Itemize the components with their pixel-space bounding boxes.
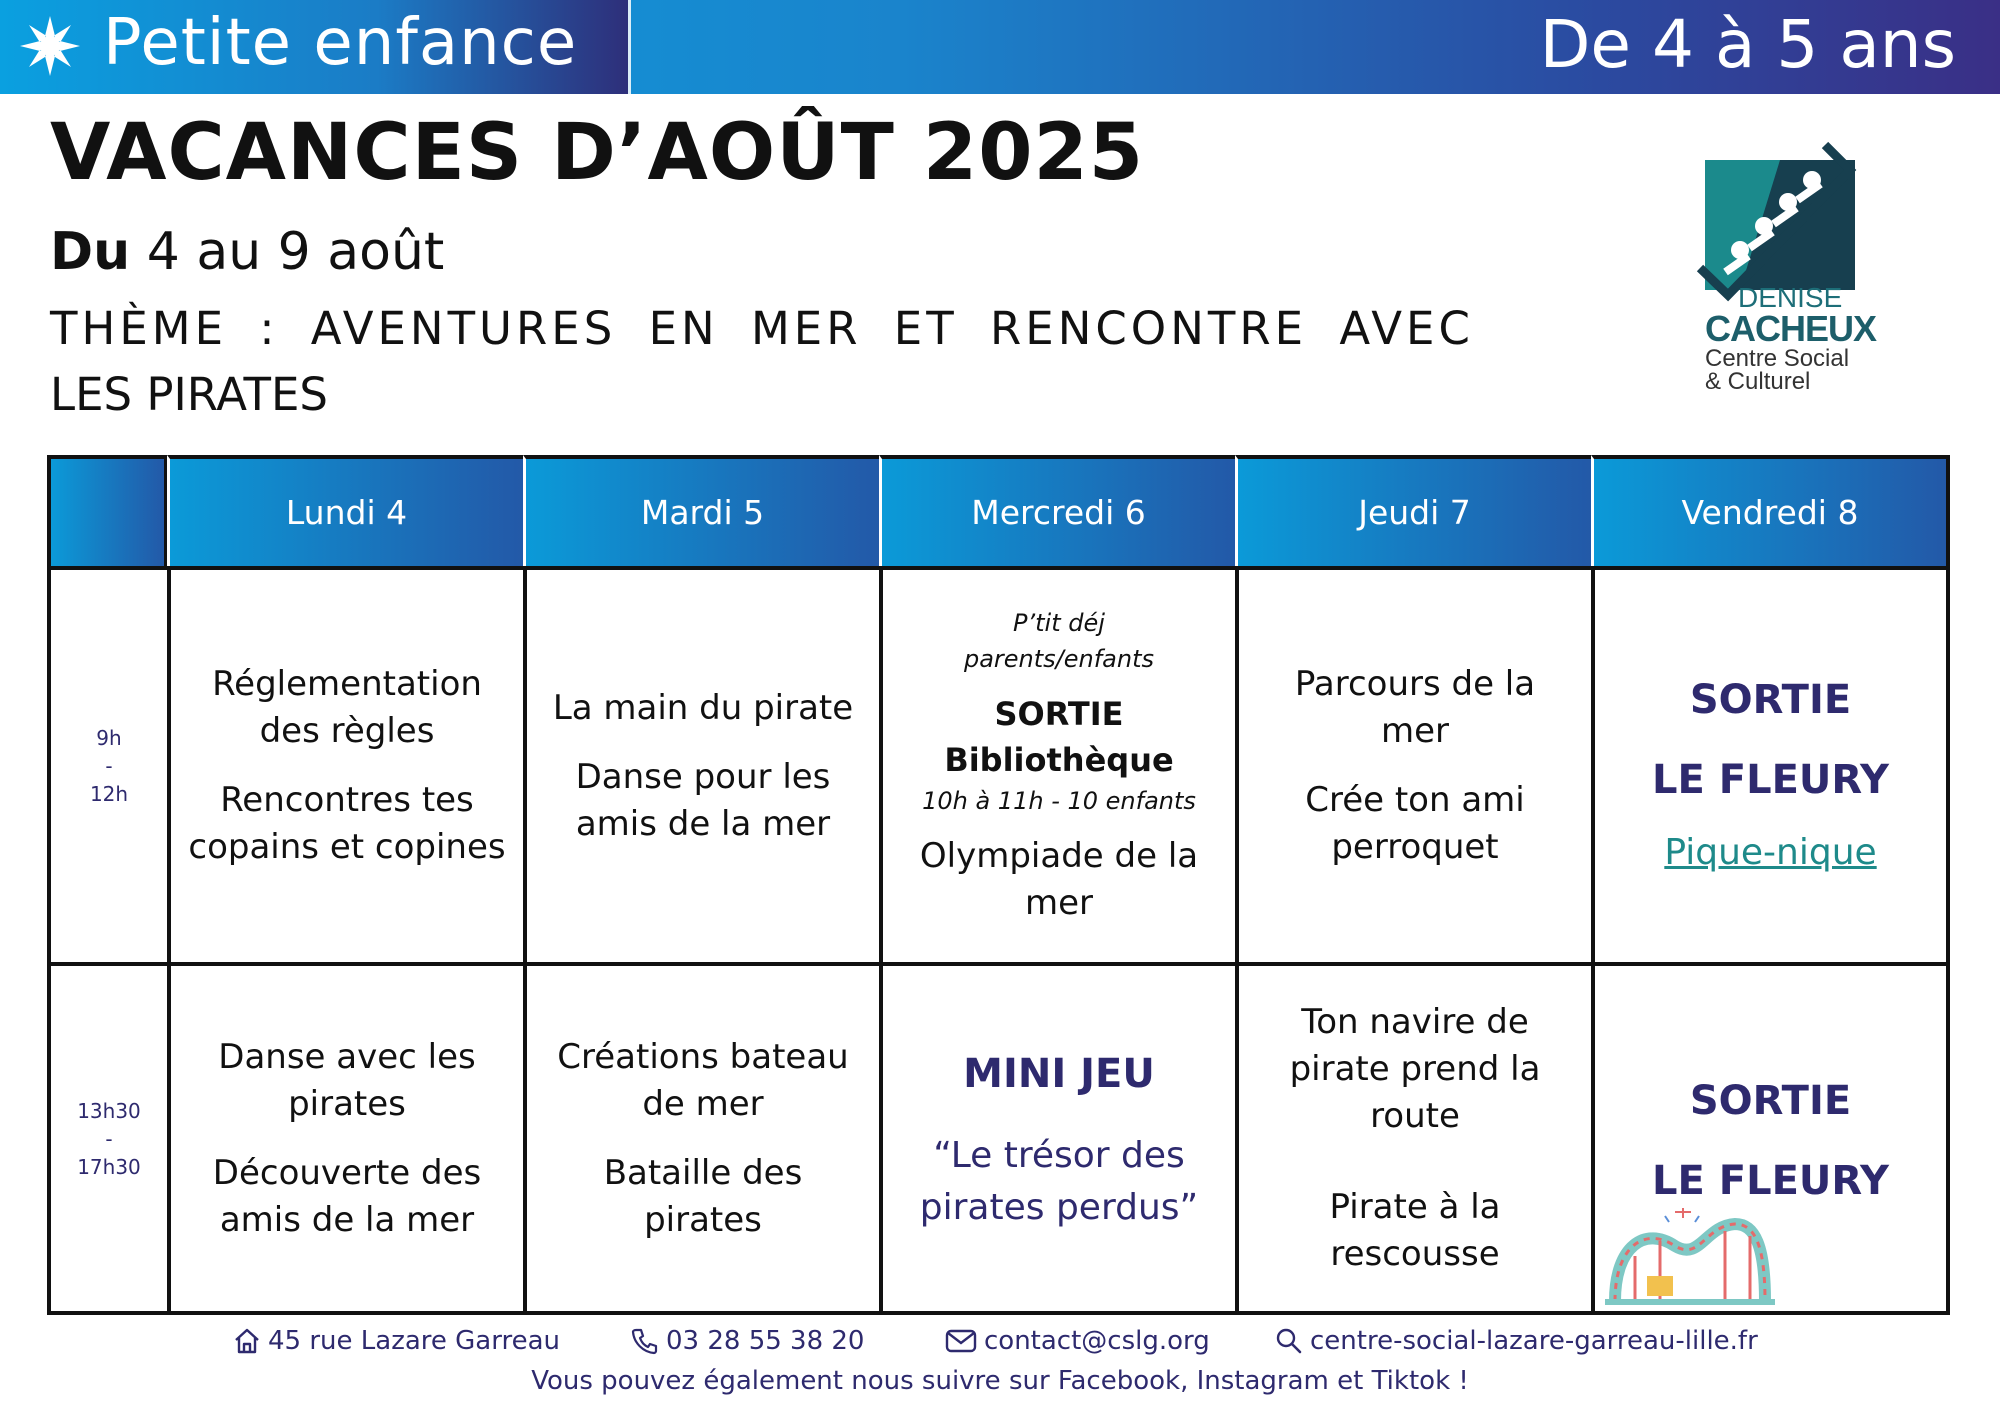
activity-cell — [167, 566, 527, 966]
activity-note: P’tit déj — [1013, 609, 1105, 637]
day-header: Mercredi 6 — [879, 455, 1235, 570]
activity-line: copains et copines — [188, 827, 506, 867]
activity-outing: Bibliothèque — [944, 741, 1174, 779]
time-slot-afternoon — [47, 962, 171, 1315]
theme-line-1: THÈME : AVENTURES EN MER ET RENCONTRE AVEC — [50, 302, 1474, 355]
day-header: Mardi 5 — [523, 455, 879, 570]
phone-icon — [630, 1326, 660, 1356]
mini-game-title: MINI JEU — [963, 1050, 1155, 1097]
activity-line: Danse avec les — [218, 1036, 476, 1077]
activity-line: Pirate à la — [1329, 1187, 1501, 1227]
outing-place: LE FLEURY — [1652, 1158, 1889, 1204]
time-end: 17h30 — [77, 1154, 141, 1179]
activity-line: pirate prend la — [1289, 1049, 1541, 1089]
day-header: Jeudi 7 — [1235, 455, 1591, 570]
date-prefix: Du — [50, 222, 131, 282]
activity-line: La main du pirate — [552, 687, 854, 728]
activity-line: rescousse — [1330, 1234, 1500, 1274]
date-rest: 4 au 9 août — [146, 222, 445, 282]
activity-line: amis de la mer — [219, 1199, 475, 1240]
time-start: 9h — [96, 726, 122, 750]
activity-note: parents/enfants — [963, 645, 1155, 673]
star-icon — [18, 14, 82, 78]
time-slot-morning — [47, 566, 171, 966]
logo-text-culturel: & Culturel — [1705, 368, 1811, 395]
time-separator: - — [105, 754, 113, 778]
organization-logo — [1680, 140, 1877, 400]
roller-coaster-icon — [1605, 1206, 1775, 1306]
activity-line: Danse pour les — [575, 756, 831, 797]
activity-line: Bataille des — [603, 1152, 803, 1193]
mini-game-name: “Le trésor des — [933, 1134, 1185, 1176]
logo-text-denise: DENISE — [1738, 282, 1843, 313]
day-header: Vendredi 8 — [1591, 455, 1950, 570]
website-item — [1274, 1326, 1758, 1356]
activity-line: Découverte des — [212, 1152, 482, 1193]
activity-line: pirates — [288, 1083, 406, 1124]
activity-line: pirates — [644, 1199, 762, 1240]
activity-line: Créations bateau — [557, 1036, 849, 1077]
logo-text-centre-social: Centre Social — [1705, 345, 1850, 372]
category-title: Petite enfance — [103, 6, 578, 80]
activity-line: Rencontres tes — [220, 780, 474, 820]
mail-icon — [944, 1326, 978, 1356]
activity-outing: SORTIE — [994, 695, 1124, 733]
activity-line: perroquet — [1331, 827, 1499, 867]
email-item — [944, 1326, 1210, 1356]
activity-line: Olympiade de la — [919, 836, 1199, 876]
logo-text-cacheux: CACHEUX — [1705, 308, 1877, 349]
website-text[interactable]: centre-social-lazare-garreau-lille.fr — [1310, 1326, 1758, 1356]
activity-cell — [523, 566, 883, 966]
social-text: Vous pouvez également nous suivre sur Facebook, Instagram et Tiktok ! — [531, 1366, 1469, 1396]
activity-line: route — [1370, 1096, 1460, 1136]
activity-line: amis de la mer — [575, 803, 831, 844]
activity-line: Réglementation — [212, 664, 482, 704]
time-separator: - — [105, 1126, 113, 1151]
home-icon — [232, 1326, 262, 1356]
outing-label: SORTIE — [1689, 1078, 1852, 1124]
mini-game-name: pirates perdus” — [919, 1186, 1199, 1228]
picnic-link[interactable]: Pique-nique — [1664, 831, 1877, 873]
schedule-table — [47, 455, 1950, 1315]
header-corner — [47, 455, 167, 570]
date-range — [50, 222, 444, 282]
theme-line-2: LES PIRATES — [50, 368, 328, 421]
activity-line: Ton navire de — [1301, 1002, 1529, 1042]
activity-line: mer — [1024, 883, 1094, 923]
search-icon — [1274, 1326, 1304, 1356]
activity-cell — [1235, 566, 1595, 966]
activity-line: des règles — [259, 711, 435, 751]
activity-cell — [167, 962, 527, 1315]
activity-cell — [523, 962, 883, 1315]
activity-line: Parcours de la — [1294, 664, 1536, 704]
activity-line: de mer — [642, 1083, 764, 1124]
address-item — [232, 1326, 560, 1356]
outing-label: SORTIE — [1689, 676, 1852, 723]
banner-divider — [628, 0, 631, 94]
address-text: 45 rue Lazare Garreau — [268, 1326, 560, 1356]
day-header: Lundi 4 — [167, 455, 523, 570]
activity-note: 10h à 11h - 10 enfants — [922, 787, 1196, 815]
activity-cell — [879, 962, 1239, 1315]
time-start: 13h30 — [77, 1098, 141, 1123]
page-title: VACANCES D’AOÛT 2025 — [50, 108, 1145, 198]
category-banner — [0, 0, 628, 94]
email-text[interactable]: contact@cslg.org — [984, 1326, 1210, 1356]
time-end: 12h — [89, 782, 129, 806]
phone-item — [630, 1326, 864, 1356]
outing-place: LE FLEURY — [1652, 756, 1889, 803]
top-banner — [0, 0, 2000, 94]
age-range: De 4 à 5 ans — [1539, 6, 1956, 83]
activity-cell — [1235, 962, 1595, 1315]
phone-text[interactable]: 03 28 55 38 20 — [666, 1326, 865, 1356]
activity-cell — [879, 566, 1239, 966]
activity-line: mer — [1380, 711, 1450, 751]
contact-footer — [0, 1326, 2000, 1366]
activity-line: Crée ton ami — [1305, 780, 1525, 820]
activity-cell — [1591, 566, 1950, 966]
activity-cell — [1591, 962, 1950, 1315]
